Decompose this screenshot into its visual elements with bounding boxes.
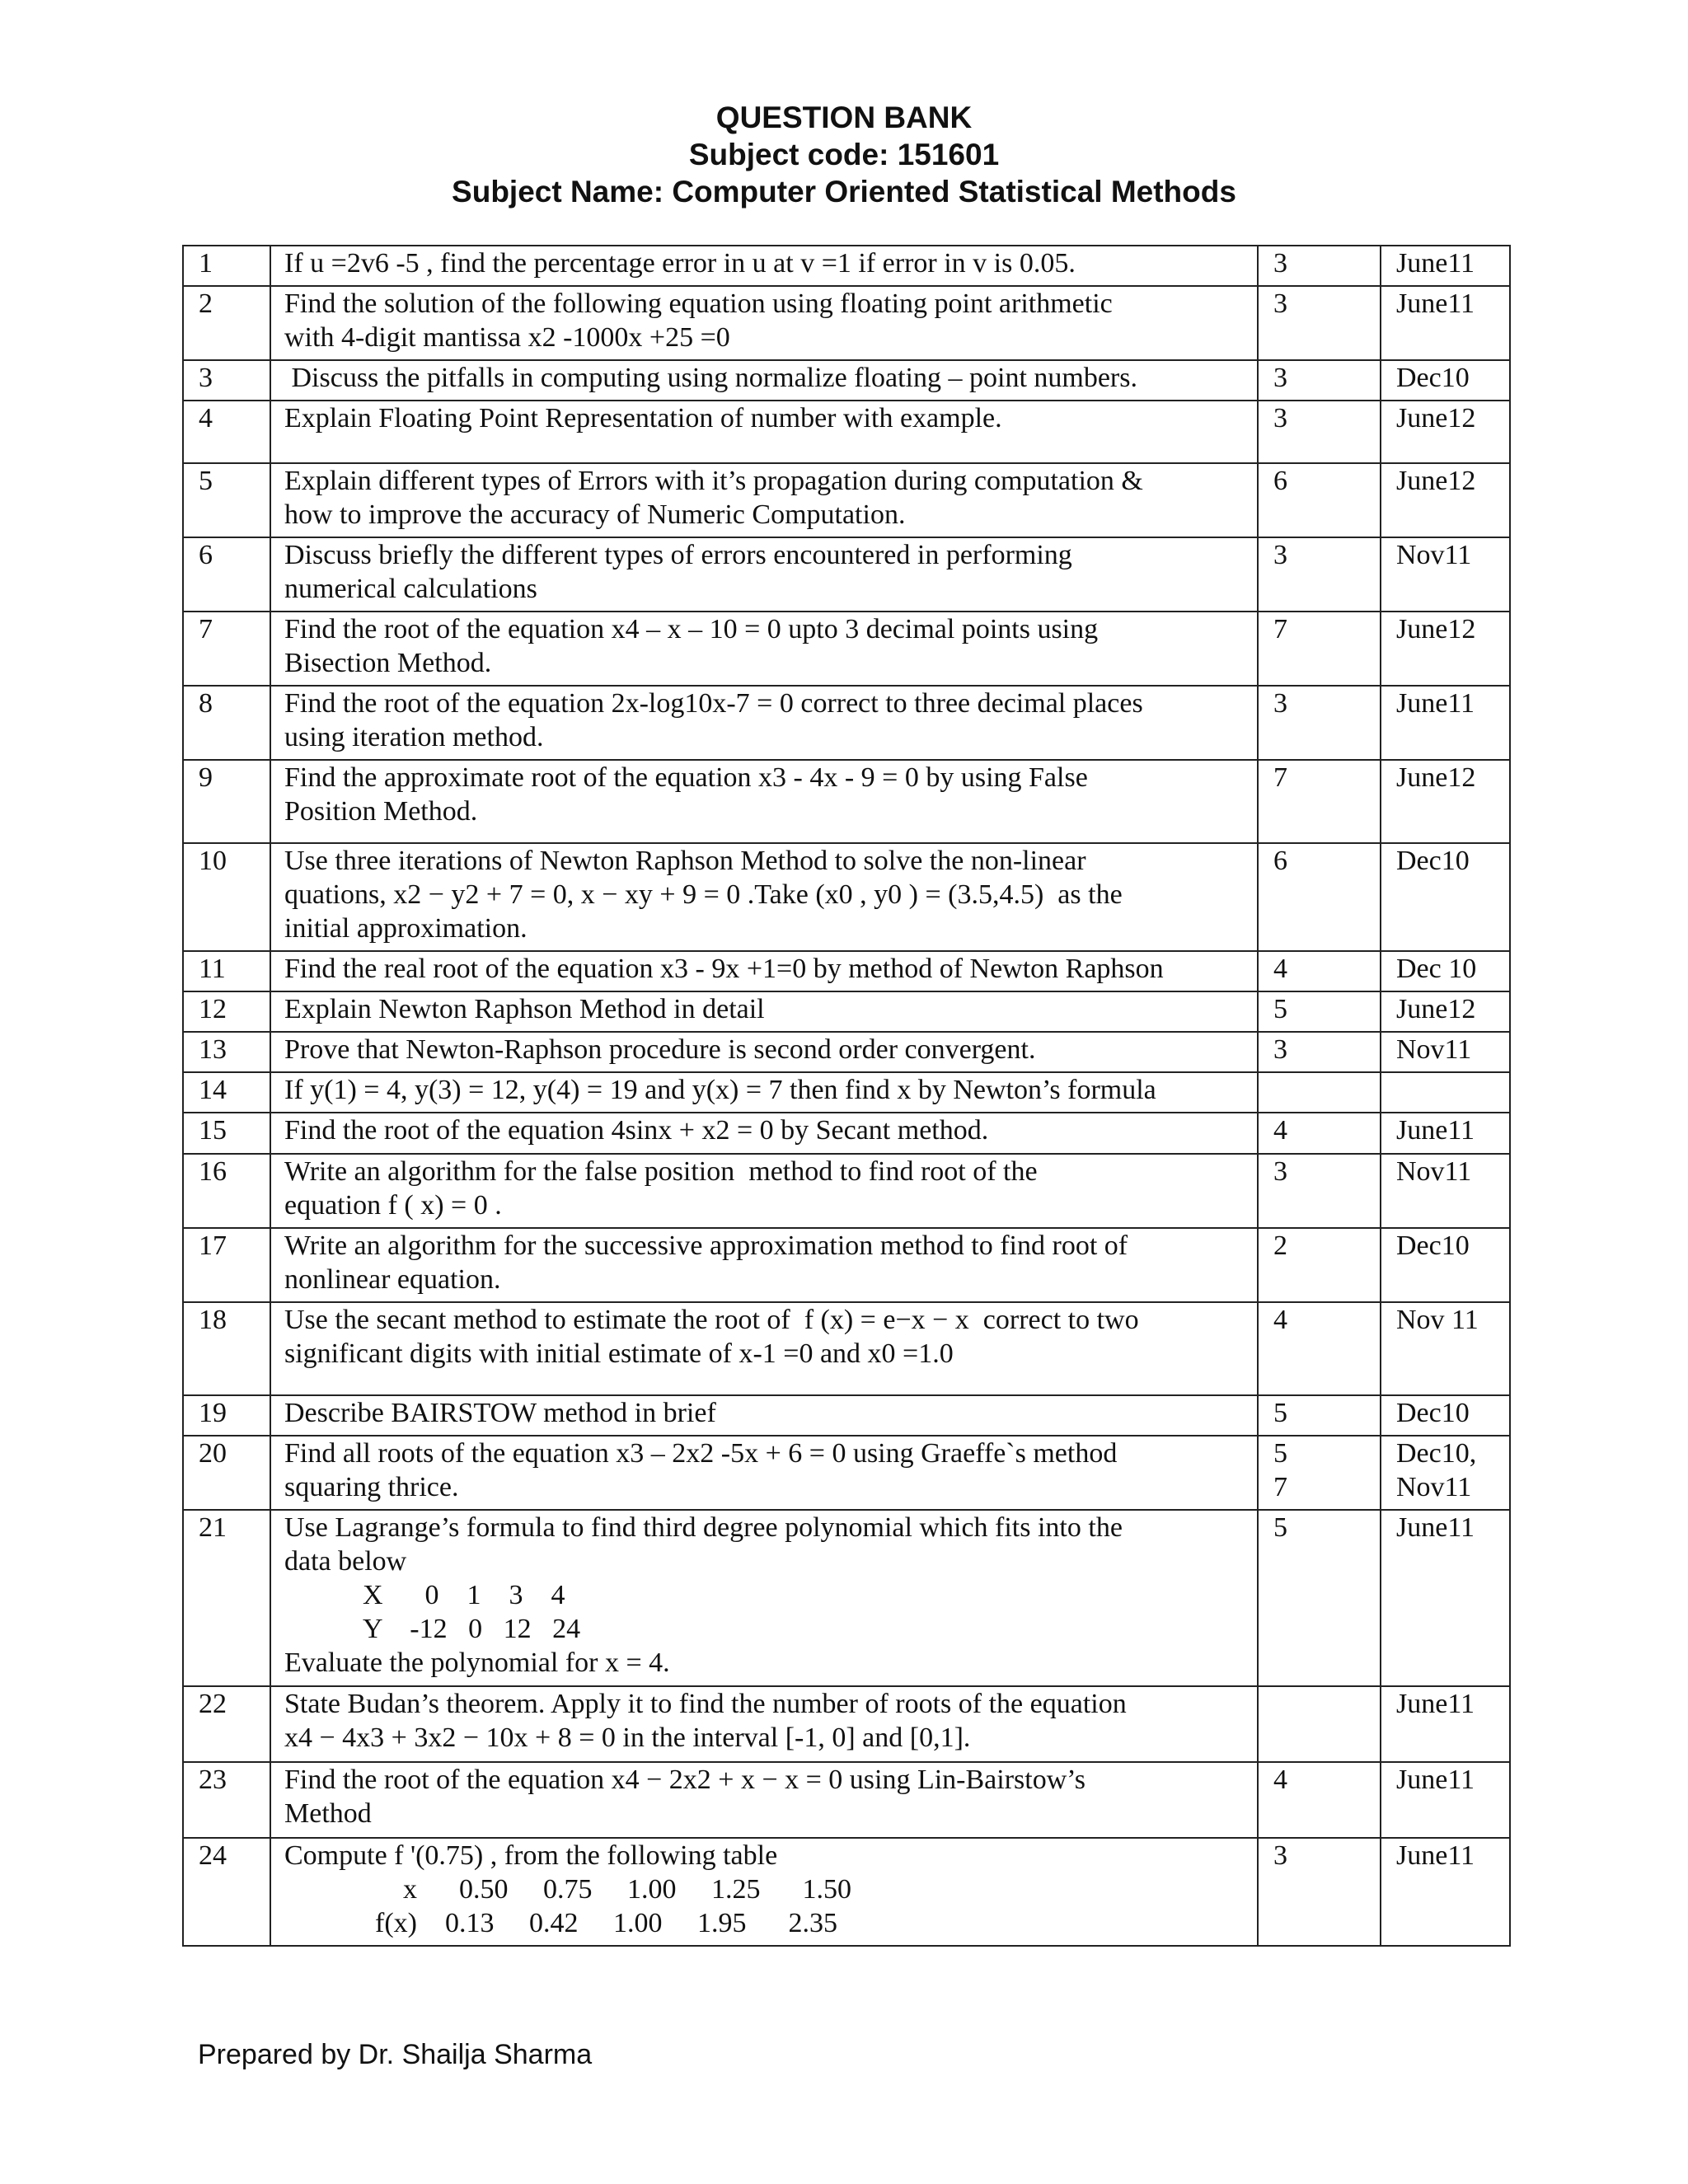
exam-date-cell	[1381, 1436, 1510, 1510]
marks-cell	[1258, 1838, 1381, 1946]
question-line: Method	[284, 1798, 372, 1829]
question-row	[183, 360, 1510, 401]
marks-cell	[1258, 843, 1381, 951]
question-text	[270, 401, 1258, 463]
marks-value: 4	[1273, 1115, 1287, 1146]
marks-value: 4	[1273, 1765, 1287, 1795]
question-number: 9	[183, 760, 270, 843]
question-number: 1	[183, 246, 270, 286]
exam-date: June11	[1396, 1840, 1475, 1871]
data-table-line: x 0.50 0.75 1.00 1.25 1.50	[375, 1874, 851, 1905]
exam-date: Nov11	[1396, 1472, 1472, 1502]
question-number: 20	[183, 1436, 270, 1510]
marks-value: 3	[1273, 363, 1287, 393]
question-row	[183, 401, 1510, 463]
exam-date-cell	[1381, 1686, 1510, 1762]
exam-date: June12	[1396, 403, 1476, 434]
question-text	[270, 1072, 1258, 1113]
exam-date: Nov11	[1396, 540, 1472, 570]
marks-cell	[1258, 760, 1381, 843]
exam-date: June12	[1396, 762, 1476, 793]
marks-value: 7	[1273, 762, 1287, 793]
question-number: 14	[183, 1072, 270, 1113]
question-line: Use three iterations of Newton Raphson Method to solve the non-linear	[284, 846, 1086, 876]
exam-date-cell	[1381, 843, 1510, 951]
exam-date-cell	[1381, 1838, 1510, 1946]
question-number: 21	[183, 1510, 270, 1686]
marks-value: 5	[1273, 1398, 1287, 1428]
question-line: Discuss the pitfalls in computing using normalize floating – point numbers.	[284, 363, 1137, 393]
exam-date: Nov11	[1396, 1156, 1472, 1187]
exam-date-cell	[1381, 360, 1510, 401]
question-line: squaring thrice.	[284, 1472, 459, 1502]
exam-date-cell	[1381, 686, 1510, 760]
question-row	[183, 612, 1510, 686]
question-number: 4	[183, 401, 270, 463]
marks-value: 3	[1273, 1034, 1287, 1065]
exam-date: June12	[1396, 614, 1476, 644]
question-text	[270, 1113, 1258, 1154]
marks-value: 4	[1273, 1305, 1287, 1335]
exam-date: Dec10	[1396, 1398, 1470, 1428]
marks-value: 2	[1273, 1230, 1287, 1261]
question-line: with 4-digit mantissa x2 -1000x +25 =0	[284, 322, 730, 353]
question-text	[270, 537, 1258, 612]
question-row	[183, 463, 1510, 537]
question-text	[270, 1762, 1258, 1838]
question-line: nonlinear equation.	[284, 1264, 501, 1295]
marks-value: 7	[1273, 614, 1287, 644]
question-text	[270, 1032, 1258, 1072]
question-number: 2	[183, 286, 270, 360]
exam-date: Dec10,	[1396, 1438, 1477, 1469]
question-line: Evaluate the polynomial for x = 4.	[284, 1647, 670, 1678]
exam-date-cell	[1381, 1228, 1510, 1302]
marks-value: 4	[1273, 954, 1287, 984]
question-line: Write an algorithm for the successive approximation method to find root of	[284, 1230, 1128, 1261]
exam-date-cell	[1381, 951, 1510, 991]
question-line: Use the secant method to estimate the root of f (x) = e−x − x correct to two	[284, 1305, 1139, 1335]
exam-date: Dec 10	[1396, 954, 1477, 984]
marks-cell	[1258, 360, 1381, 401]
marks-value: 6	[1273, 466, 1287, 496]
question-line: Describe BAIRSTOW method in brief	[284, 1398, 716, 1428]
question-line: Explain Floating Point Representation of number with example.	[284, 403, 1002, 434]
question-text	[270, 951, 1258, 991]
marks-cell	[1258, 612, 1381, 686]
exam-date-cell	[1381, 537, 1510, 612]
question-number: 7	[183, 612, 270, 686]
exam-date: June11	[1396, 1512, 1475, 1543]
exam-date: Dec10	[1396, 846, 1470, 876]
question-row	[183, 1395, 1510, 1436]
question-text	[270, 760, 1258, 843]
question-number: 19	[183, 1395, 270, 1436]
marks-cell	[1258, 686, 1381, 760]
exam-date-cell	[1381, 612, 1510, 686]
marks-cell	[1258, 1154, 1381, 1228]
marks-value: 7	[1273, 1472, 1287, 1502]
exam-date: June11	[1396, 1689, 1475, 1719]
marks-cell	[1258, 1762, 1381, 1838]
question-text	[270, 1436, 1258, 1510]
marks-cell	[1258, 463, 1381, 537]
question-line: Use Lagrange’s formula to find third degree polynomial which fits into the	[284, 1512, 1123, 1543]
exam-date: Nov11	[1396, 1034, 1472, 1065]
exam-date-cell	[1381, 1072, 1510, 1113]
question-row	[183, 286, 1510, 360]
marks-cell	[1258, 1686, 1381, 1762]
marks-cell	[1258, 1436, 1381, 1510]
question-line: using iteration method.	[284, 722, 544, 752]
question-row	[183, 1154, 1510, 1228]
marks-value: 6	[1273, 846, 1287, 876]
question-line: how to improve the accuracy of Numeric Computation.	[284, 499, 906, 530]
subject-name: Subject Name: Computer Oriented Statistical Methods	[452, 175, 1236, 209]
exam-date-cell	[1381, 1113, 1510, 1154]
marks-value: 5	[1273, 994, 1287, 1024]
question-line: Find the solution of the following equation using floating point arithmetic	[284, 288, 1113, 319]
data-table-line: X 0 1 3 4	[363, 1580, 565, 1610]
question-row	[183, 760, 1510, 843]
question-text	[270, 1228, 1258, 1302]
data-table-line: f(x) 0.13 0.42 1.00 1.95 2.35	[375, 1908, 837, 1938]
marks-cell	[1258, 991, 1381, 1032]
question-text	[270, 1302, 1258, 1395]
question-line: numerical calculations	[284, 574, 537, 604]
marks-cell	[1258, 1113, 1381, 1154]
marks-value: 3	[1273, 1840, 1287, 1871]
question-number: 22	[183, 1686, 270, 1762]
question-line: x4 − 4x3 + 3x2 − 10x + 8 = 0 in the interval [-1, 0] and [0,1].	[284, 1722, 971, 1753]
marks-cell	[1258, 951, 1381, 991]
question-text	[270, 686, 1258, 760]
exam-date: June11	[1396, 248, 1475, 279]
exam-date-cell	[1381, 1762, 1510, 1838]
question-row	[183, 1228, 1510, 1302]
question-row	[183, 1686, 1510, 1762]
question-text	[270, 1395, 1258, 1436]
marks-value: 3	[1273, 403, 1287, 434]
question-line: Find the approximate root of the equation x3 - 4x - 9 = 0 by using False	[284, 762, 1088, 793]
question-row	[183, 951, 1510, 991]
question-number: 17	[183, 1228, 270, 1302]
question-line: quations, x2 − y2 + 7 = 0, x − xy + 9 = 0 .Take (x0 , y0 ) = (3.5,4.5) as the	[284, 879, 1123, 910]
question-line: If y(1) = 4, y(3) = 12, y(4) = 19 and y(x) = 7 then find x by Newton’s formula	[284, 1075, 1156, 1105]
subject-code: Subject code: 151601	[688, 138, 1000, 171]
question-line: Position Method.	[284, 796, 478, 827]
exam-date: June11	[1396, 1765, 1475, 1795]
question-line: If u =2v6 -5 , find the percentage error in u at v =1 if error in v is 0.05.	[284, 248, 1076, 279]
question-row	[183, 1072, 1510, 1113]
exam-date-cell	[1381, 1032, 1510, 1072]
question-line: Find the root of the equation 4sinx + x2 = 0 by Secant method.	[284, 1115, 989, 1146]
question-line: Find the root of the equation x4 − 2x2 + x − x = 0 using Lin-Bairstow’s	[284, 1765, 1085, 1795]
marks-cell	[1258, 1072, 1381, 1113]
question-line: Find the root of the equation 2x-log10x-7 = 0 correct to three decimal places	[284, 688, 1143, 719]
question-row	[183, 537, 1510, 612]
question-line: State Budan’s theorem. Apply it to find the number of roots of the equation	[284, 1689, 1127, 1719]
question-line: Explain different types of Errors with it’s propagation during computation &	[284, 466, 1143, 496]
marks-value: 3	[1273, 688, 1287, 719]
exam-date-cell	[1381, 1510, 1510, 1686]
question-line: Find all roots of the equation x3 – 2x2 -5x + 6 = 0 using Graeffe`s method	[284, 1438, 1118, 1469]
question-line: Find the root of the equation x4 – x – 10 = 0 upto 3 decimal points using	[284, 614, 1099, 644]
question-text	[270, 1510, 1258, 1686]
exam-date-cell	[1381, 286, 1510, 360]
question-number: 8	[183, 686, 270, 760]
question-row	[183, 1510, 1510, 1686]
question-line: Compute f '(0.75) , from the following table	[284, 1840, 778, 1871]
question-text	[270, 286, 1258, 360]
question-text	[270, 991, 1258, 1032]
question-number: 24	[183, 1838, 270, 1946]
question-number: 16	[183, 1154, 270, 1228]
marks-cell	[1258, 1395, 1381, 1436]
question-row	[183, 1838, 1510, 1946]
question-number: 3	[183, 360, 270, 401]
exam-date: June11	[1396, 288, 1475, 319]
exam-date-cell	[1381, 760, 1510, 843]
question-line: Find the real root of the equation x3 - 9x +1=0 by method of Newton Raphson	[284, 954, 1164, 984]
question-text	[270, 1838, 1258, 1946]
question-row	[183, 1762, 1510, 1838]
question-text	[270, 843, 1258, 951]
marks-cell	[1258, 1228, 1381, 1302]
question-text	[270, 1686, 1258, 1762]
question-text	[270, 1154, 1258, 1228]
question-row	[183, 1032, 1510, 1072]
footer-credit: Prepared by Dr. Shailja Sharma	[198, 2039, 593, 2070]
question-number: 10	[183, 843, 270, 951]
marks-cell	[1258, 286, 1381, 360]
exam-date-cell	[1381, 246, 1510, 286]
question-line: data below	[284, 1546, 407, 1577]
question-number: 13	[183, 1032, 270, 1072]
question-row	[183, 843, 1510, 951]
question-line: Bisection Method.	[284, 648, 492, 678]
marks-cell	[1258, 1302, 1381, 1395]
question-row	[183, 686, 1510, 760]
exam-date: Nov 11	[1396, 1305, 1479, 1335]
marks-cell	[1258, 1032, 1381, 1072]
question-number: 11	[183, 951, 270, 991]
question-table	[182, 245, 1511, 1947]
marks-value: 5	[1273, 1512, 1287, 1543]
question-line: equation f ( x) = 0 .	[284, 1190, 502, 1221]
data-table-line: Y -12 0 12 24	[363, 1614, 581, 1644]
marks-cell	[1258, 537, 1381, 612]
marks-value: 5	[1273, 1438, 1287, 1469]
question-line: Discuss briefly the different types of errors encountered in performing	[284, 540, 1072, 570]
question-line: initial approximation.	[284, 913, 528, 944]
question-row	[183, 1302, 1510, 1395]
marks-value: 3	[1273, 248, 1287, 279]
exam-date-cell	[1381, 1154, 1510, 1228]
question-line: Write an algorithm for the false position method to find root of the	[284, 1156, 1038, 1187]
exam-date: June11	[1396, 688, 1475, 719]
marks-value: 3	[1273, 288, 1287, 319]
question-number: 6	[183, 537, 270, 612]
page-title: QUESTION BANK	[715, 101, 973, 134]
marks-value: 3	[1273, 1156, 1287, 1187]
question-text	[270, 612, 1258, 686]
exam-date-cell	[1381, 991, 1510, 1032]
question-text	[270, 463, 1258, 537]
question-number: 15	[183, 1113, 270, 1154]
question-line: Explain Newton Raphson Method in detail	[284, 994, 765, 1024]
marks-cell	[1258, 1510, 1381, 1686]
document-header	[0, 99, 1688, 210]
question-row	[183, 246, 1510, 286]
marks-cell	[1258, 401, 1381, 463]
question-row	[183, 1436, 1510, 1510]
exam-date: June12	[1396, 994, 1476, 1024]
question-number: 12	[183, 991, 270, 1032]
exam-date-cell	[1381, 401, 1510, 463]
question-number: 23	[183, 1762, 270, 1838]
question-row	[183, 1113, 1510, 1154]
question-text	[270, 360, 1258, 401]
question-number: 18	[183, 1302, 270, 1395]
question-row	[183, 991, 1510, 1032]
exam-date-cell	[1381, 463, 1510, 537]
marks-cell	[1258, 246, 1381, 286]
exam-date-cell	[1381, 1395, 1510, 1436]
exam-date-cell	[1381, 1302, 1510, 1395]
exam-date: Dec10	[1396, 1230, 1470, 1261]
question-number: 5	[183, 463, 270, 537]
question-text	[270, 246, 1258, 286]
marks-value: 3	[1273, 540, 1287, 570]
question-line: Prove that Newton-Raphson procedure is second order convergent.	[284, 1034, 1036, 1065]
exam-date: Dec10	[1396, 363, 1470, 393]
exam-date: June11	[1396, 1115, 1475, 1146]
question-line: significant digits with initial estimate of x-1 =0 and x0 =1.0	[284, 1338, 954, 1369]
exam-date: June12	[1396, 466, 1476, 496]
